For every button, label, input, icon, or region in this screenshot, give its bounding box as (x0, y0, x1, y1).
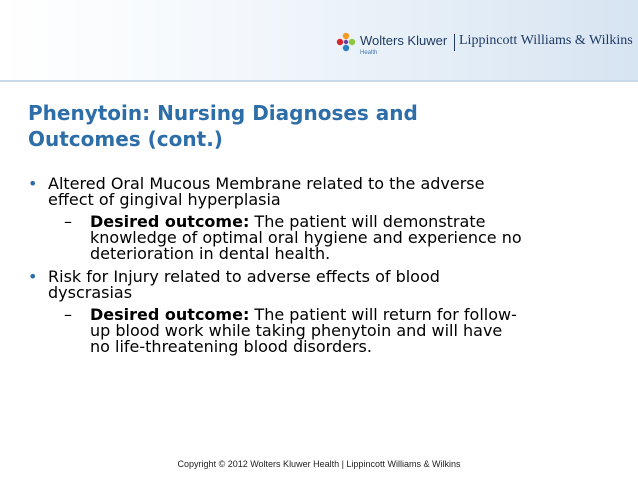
copyright-footer: Copyright © 2012 Wolters Kluwer Health | Lippincott Williams & Wilkins (177, 459, 461, 469)
bullet-item (28, 269, 624, 301)
sub-bullet-item (28, 214, 624, 262)
sub-bullet-text: The patient will return for follow- (249, 305, 517, 324)
slide-title (28, 100, 628, 152)
desired-outcome-label: Desired outcome: (90, 212, 250, 231)
sub-bullet-dash-icon: – (64, 212, 72, 231)
sub-bullet-line: no life-threatening blood disorders. (90, 337, 372, 356)
bullet-dot-icon: • (28, 267, 38, 286)
wolters-kluwer-logo-icon (336, 32, 356, 52)
logo-lippincott-text: Lippincott Williams & Wilkins (459, 33, 633, 48)
slide-title-line-2: Outcomes (cont.) (28, 127, 223, 151)
header-divider (0, 80, 638, 82)
slide-title-line-1: Phenytoin: Nursing Diagnoses and (28, 101, 418, 125)
sub-bullet-line: deterioration in dental health. (90, 244, 331, 263)
sub-bullet-dash-icon: – (64, 305, 72, 324)
sub-bullet-line: up blood work while taking phenytoin and will have (90, 321, 503, 340)
desired-outcome-label: Desired outcome: (90, 305, 250, 324)
bullet-item (28, 176, 624, 208)
logo-divider (454, 34, 455, 51)
sub-bullet-text: The patient will demonstrate (249, 212, 486, 231)
bullet-text-line: dyscrasias (48, 283, 133, 302)
sub-bullet-line: knowledge of optimal oral hygiene and experience no (90, 228, 522, 247)
bullet-text-line: effect of gingival hyperplasia (48, 190, 281, 209)
slide-body (28, 176, 624, 355)
bullet-text-line: Risk for Injury related to adverse effects of blood (48, 267, 440, 286)
sub-bullet-item (28, 307, 624, 355)
bullet-dot-icon: • (28, 174, 38, 193)
logo-wolters-kluwer-text: Wolters Kluwer (360, 33, 448, 48)
logo-health-text: Health (360, 50, 378, 56)
bullet-text-line: Altered Oral Mucous Membrane related to the adverse (48, 174, 485, 193)
